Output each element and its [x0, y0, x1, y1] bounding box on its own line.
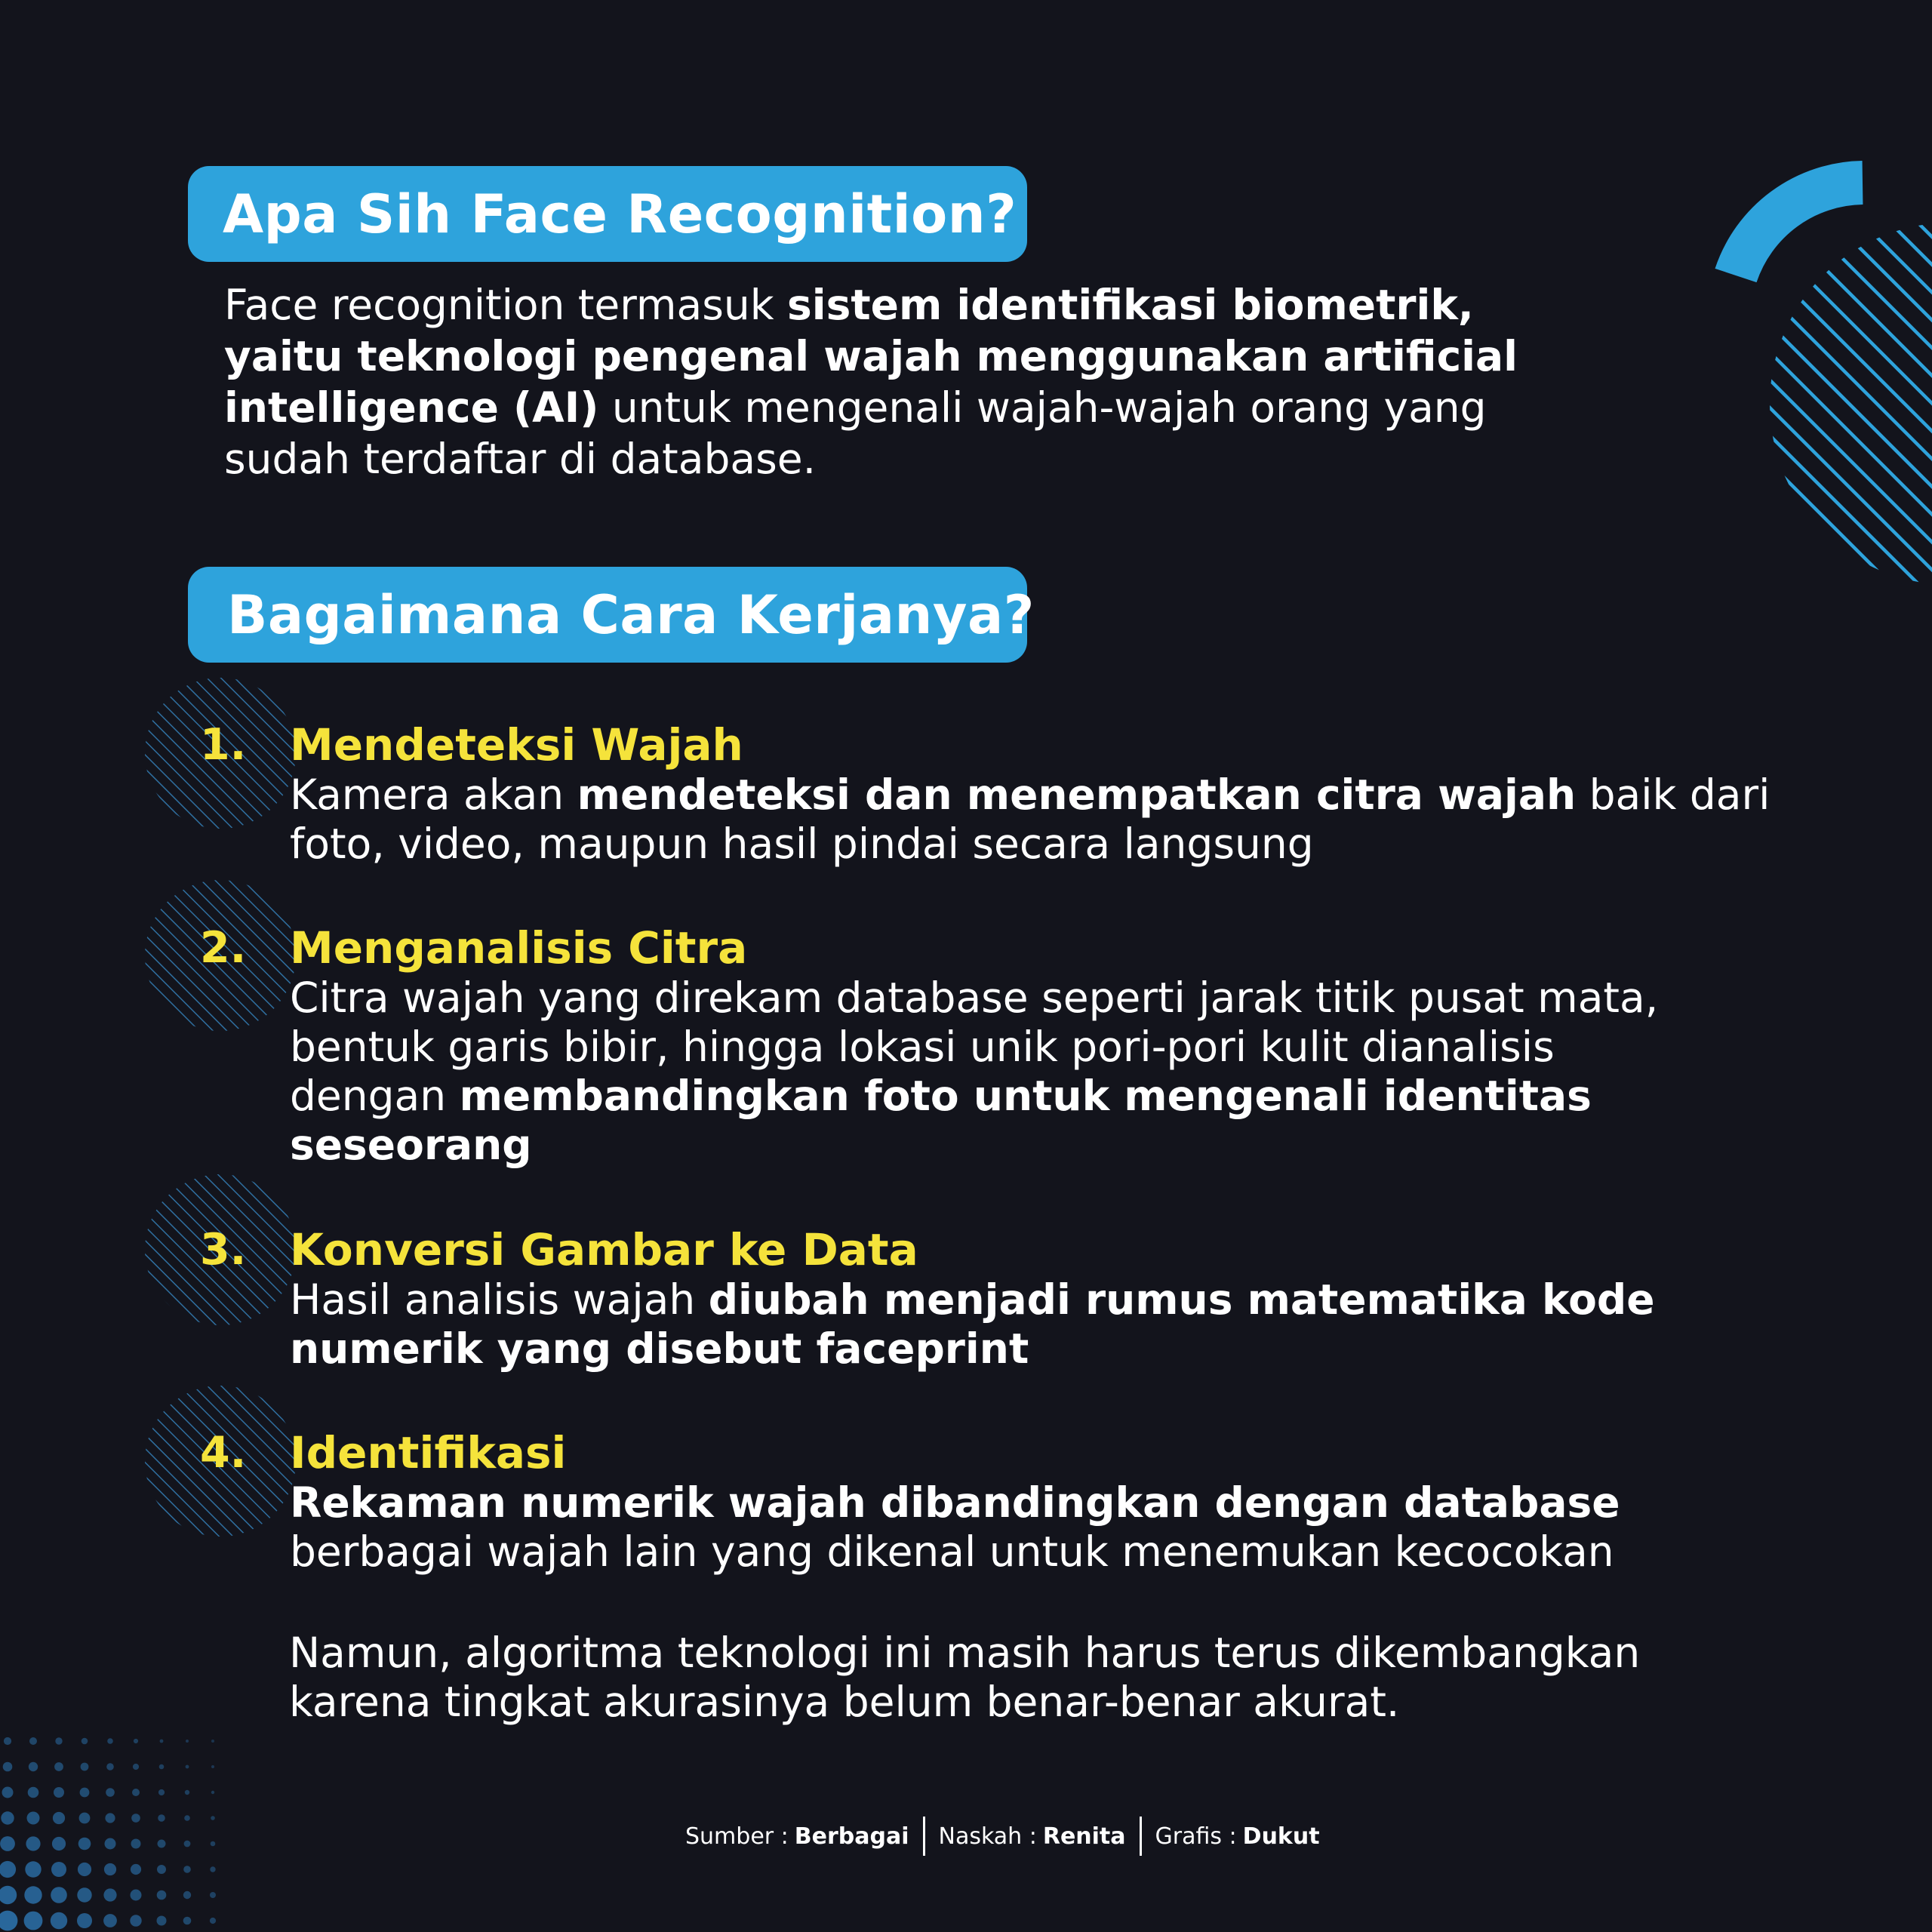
halftone-dot	[3, 1762, 13, 1772]
intro-line-4: sudah terdaftar di database.	[224, 435, 817, 483]
halftone-dot	[103, 1888, 116, 1901]
halftone-dot	[131, 1839, 141, 1849]
section-title-what-is-text: Apa Sih Face Recognition?	[223, 183, 1017, 245]
closing-line-1: Namun, algoritma teknologi ini masih harus terus dikembangkan	[289, 1629, 1641, 1677]
halftone-dot	[183, 1866, 191, 1873]
halftone-dot	[82, 1738, 88, 1745]
halftone-dot	[184, 1815, 190, 1821]
halftone-dot	[54, 1787, 64, 1798]
halftone-dot	[29, 1737, 37, 1745]
intro-line-1: Face recognition termasuk sistem identifikasi biometrik,	[224, 281, 1474, 329]
halftone-dot	[79, 1813, 91, 1824]
halftone-dot	[158, 1789, 165, 1795]
halftone-dot	[77, 1913, 92, 1928]
credits-bar	[685, 1815, 1334, 1857]
intro-line-2: yaitu teknologi pengenal wajah menggunakan artificial	[224, 332, 1518, 380]
step-number: 3.	[200, 1225, 247, 1275]
step-title: Menganalisis Citra	[290, 922, 748, 974]
step-text: Rekaman numerik wajah dibandingkan dengan database berbagai wajah lain yang dikenal untuk menemukan kecocokan	[290, 1478, 1620, 1576]
halftone-dot	[106, 1788, 115, 1797]
halftone-dot	[131, 1890, 142, 1901]
halftone-dot	[80, 1788, 90, 1798]
halftone-dot	[54, 1762, 63, 1771]
halftone-dot	[24, 1912, 43, 1930]
halftone-dot	[26, 1836, 40, 1850]
section-title-how-it-works-text: Bagaimana Cara Kerjanya?	[227, 583, 1035, 646]
halftone-dot	[51, 1887, 67, 1903]
halftone-dot	[105, 1813, 115, 1823]
halftone-dot	[29, 1762, 38, 1771]
striped-circle-decoration	[1736, 211, 1932, 604]
halftone-dot	[133, 1764, 139, 1770]
step-text: Citra wajah yang direkam database seperti jarak titik pusat mata, bentuk garis bibir, hingga lokasi unik pori-pori kulit dianalisis dengan membandingkan foto untuk mengenali identitas seseorang	[290, 974, 1659, 1169]
halftone-dot	[28, 1787, 39, 1798]
halftone-dot	[211, 1791, 214, 1794]
halftone-dot	[160, 1740, 164, 1743]
step-number: 1.	[200, 720, 247, 770]
halftone-dot	[211, 1841, 216, 1847]
halftone-dot	[107, 1738, 113, 1744]
halftone-dot	[53, 1812, 65, 1824]
step-title: Mendeteksi Wajah	[290, 719, 743, 771]
section-title-what-is	[188, 166, 1027, 262]
halftone-dot	[158, 1840, 166, 1848]
halftone-dot	[105, 1838, 116, 1850]
halftone-dot	[78, 1863, 91, 1876]
halftone-dot	[4, 1737, 11, 1745]
halftone-dot	[104, 1863, 116, 1875]
step-body	[290, 719, 1770, 869]
halftone-dot	[51, 1862, 66, 1877]
halftone-dot	[51, 1912, 67, 1929]
halftone-dot	[131, 1864, 141, 1875]
halftone-dot	[0, 1886, 17, 1904]
halftone-dot	[25, 1861, 41, 1877]
halftone-dot	[52, 1837, 66, 1850]
halftone-dot	[183, 1917, 192, 1925]
halftone-dot	[132, 1789, 140, 1796]
section-title-how-it-works	[188, 567, 1035, 663]
credit-source: Sumber : Berbagai	[685, 1823, 909, 1850]
halftone-dot	[81, 1763, 89, 1771]
halftone-dot	[211, 1816, 215, 1820]
halftone-dot	[210, 1866, 215, 1872]
halftone-dot	[106, 1763, 114, 1770]
step-body	[290, 1427, 1620, 1577]
halftone-dot	[184, 1841, 191, 1847]
halftone-dot	[131, 1814, 140, 1823]
halftone-dot	[27, 1812, 40, 1825]
halftone-dot	[159, 1764, 165, 1770]
halftone-dot	[2, 1787, 14, 1798]
halftone-dot	[186, 1765, 189, 1769]
step-title: Konversi Gambar ke Data	[290, 1224, 918, 1275]
halftone-dot	[0, 1911, 17, 1931]
closing-paragraph	[289, 1629, 1640, 1727]
halftone-dot	[157, 1916, 167, 1926]
halftone-dot	[210, 1892, 216, 1898]
halftone-dot	[0, 1836, 15, 1851]
step-body	[290, 1224, 1655, 1374]
halftone-dot	[24, 1886, 42, 1903]
halftone-dot	[211, 1765, 214, 1768]
halftone-dots-decoration	[0, 1737, 216, 1931]
step-body	[290, 922, 1658, 1170]
halftone-dot	[130, 1915, 141, 1926]
halftone-dot	[157, 1890, 167, 1900]
halftone-dot	[183, 1891, 191, 1899]
halftone-dot	[103, 1914, 117, 1927]
credit-writer: Naskah : Renita	[938, 1823, 1126, 1850]
credit-graphics: Grafis : Dukut	[1155, 1823, 1320, 1850]
step-text: Hasil analisis wajah diubah menjadi rumus matematika kode numerik yang disebut faceprint	[290, 1275, 1655, 1373]
halftone-dot	[55, 1737, 62, 1744]
halftone-dot	[185, 1790, 189, 1795]
halftone-dot	[186, 1740, 189, 1743]
halftone-dot	[157, 1865, 166, 1874]
step-number: 2.	[200, 923, 247, 973]
halftone-dot	[158, 1814, 165, 1822]
halftone-dot	[211, 1740, 214, 1743]
intro-line-3: intelligence (AI) untuk mengenali wajah-wajah orang yang	[224, 383, 1487, 432]
halftone-dot	[134, 1739, 138, 1743]
step-title: Identifikasi	[290, 1427, 567, 1478]
step-text: Kamera akan mendeteksi dan menempatkan citra wajah baik dari foto, video, maupun hasil pindai secara langsung	[290, 771, 1770, 868]
halftone-dot	[77, 1887, 91, 1902]
halftone-dot	[78, 1838, 91, 1850]
halftone-dot	[0, 1861, 16, 1878]
intro-paragraph	[224, 279, 1658, 485]
step-number: 4.	[200, 1428, 247, 1478]
halftone-dot	[210, 1918, 216, 1924]
halftone-dot	[1, 1811, 14, 1824]
closing-line-2: karena tingkat akurasinya belum benar-benar akurat.	[289, 1678, 1400, 1726]
